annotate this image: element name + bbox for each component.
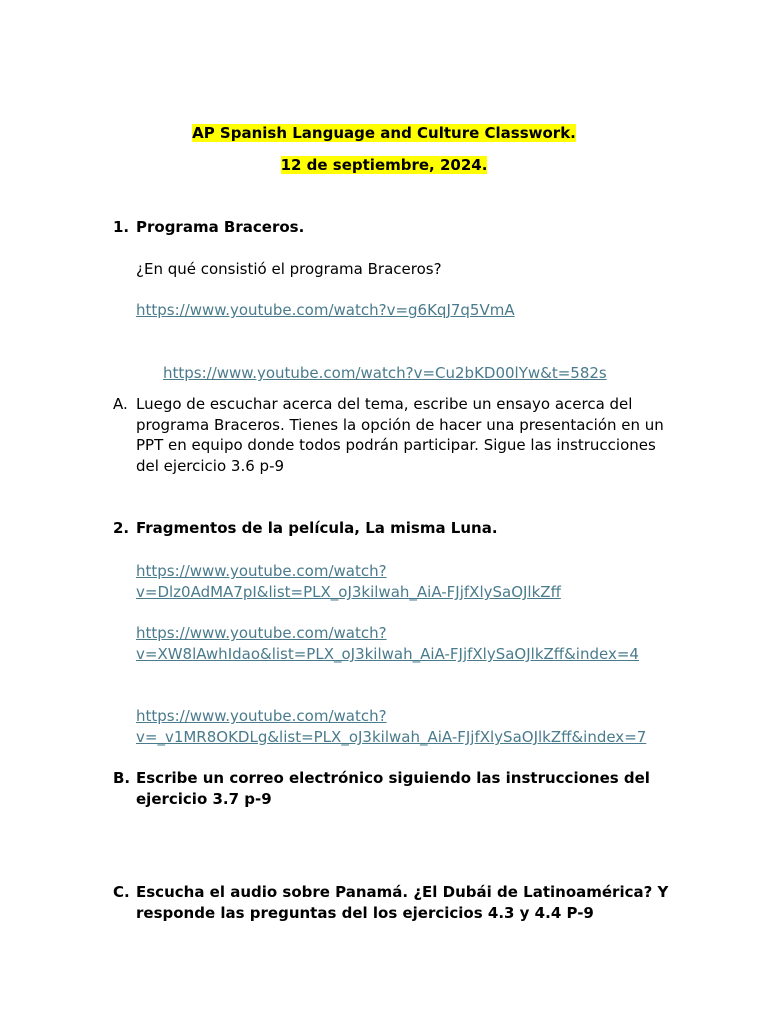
braceros-video-link-2[interactable]: https://www.youtube.com/watch?v=Cu2bKD00lYw&t=582s [163,364,607,382]
la-misma-luna-link-3[interactable] [136,706,646,748]
document-title: AP Spanish Language and Culture Classwork. [192,124,576,142]
section-1-question: ¿En qué consistió el programa Braceros? [136,260,442,278]
item-a-instructions: Luego de escuchar acerca del tema, escribe un ensayo acerca del programa Braceros. Tienes la opción de hacer una presentación en un PPT en equipo donde todos podrán participar. Sigue las instrucciones del ejercicio 3.6 p-9 [136,395,664,476]
section-2-heading: Fragmentos de la película, La misma Luna. [136,519,498,537]
item-c-marker: C. [113,883,130,901]
item-b-instructions: Escribe un correo electrónico siguiendo las instrucciones del ejercicio 3.7 p-9 [136,769,650,808]
section-1-heading: Programa Braceros. [136,218,305,236]
braceros-video-link-1[interactable]: https://www.youtube.com/watch?v=g6KqJ7q5VmA [136,301,515,319]
section-2-number: 2. [113,519,130,537]
document-title-line [0,123,768,143]
la-misma-luna-link-2[interactable] [136,623,639,665]
section-1-number: 1. [113,218,130,236]
la-misma-luna-link-3-line1[interactable]: https://www.youtube.com/watch? [136,707,387,725]
la-misma-luna-link-3-line2[interactable]: v=_v1MR8OKDLg&list=PLX_oJ3kilwah_AiA-FJjfXlySaOJlkZff&index=7 [136,728,647,746]
la-misma-luna-link-1[interactable] [136,561,561,603]
document-date-line [0,155,768,175]
la-misma-luna-link-1-line1[interactable]: https://www.youtube.com/watch? [136,562,387,580]
document-date: 12 de septiembre, 2024. [280,156,488,174]
la-misma-luna-link-2-line1[interactable]: https://www.youtube.com/watch? [136,624,387,642]
item-b-marker: B. [113,769,131,787]
la-misma-luna-link-2-line2[interactable]: v=XW8lAwhIdao&list=PLX_oJ3kilwah_AiA-FJjfXlySaOJlkZff&index=4 [136,645,639,663]
item-a-marker: A. [113,395,128,413]
la-misma-luna-link-1-line2[interactable]: v=Dlz0AdMA7pI&list=PLX_oJ3kilwah_AiA-FJjfXlySaOJlkZff [136,583,561,601]
item-c-instructions: Escucha el audio sobre Panamá. ¿El Dubái de Latinoamérica? Y responde las preguntas del los ejercicios 4.3 y 4.4 P-9 [136,883,669,922]
